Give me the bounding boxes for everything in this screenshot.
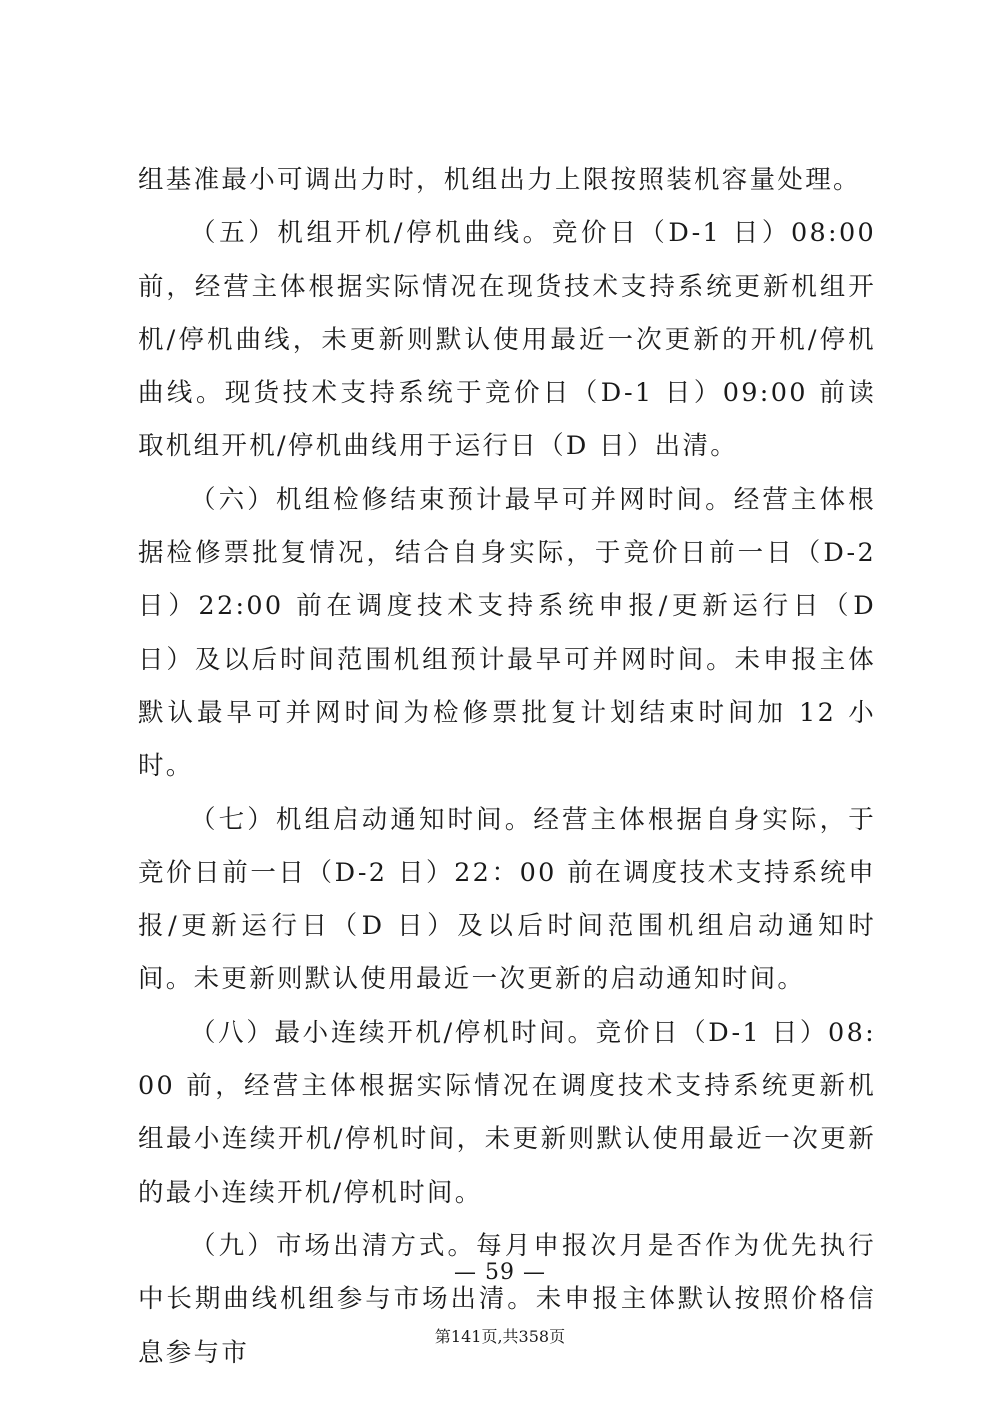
page-counter: 第141页,共358页	[434, 1327, 566, 1346]
paragraph-continued: 组基准最小可调出力时，机组出力上限按照装机容量处理。	[138, 165, 861, 195]
paragraph-item-9: （九）市场出清方式。每月申报次月是否作为优先执行中长期曲线机组参与市场出清。未申报主体默认按照价格信息参与市	[138, 1230, 876, 1368]
paragraph-item-7: （七）机组启动通知时间。经营主体根据自身实际，于竞价日前一日（D-2 日）22：00 前在调度技术支持系统申报/更新运行日（D 日）及以后时间范围机组启动通知时间。未更新则默认使用最近一次更新的启动通知时间。	[138, 804, 876, 995]
paragraph-item-5: （五）机组开机/停机曲线。竞价日（D-1 日）08:00 前，经营主体根据实际情况在现货技术支持系统更新机组开机/停机曲线，未更新则默认使用最近一次更新的开机/停机曲线。现货技术支持系统于竞价日（D-1 日）09:00 前读取机组开机/停机曲线用于运行日（D 日）出清。	[138, 218, 876, 462]
paragraph-item-6: （六）机组检修结束预计最早可并网时间。经营主体根据检修票批复情况，结合自身实际，于竞价日前一日（D-2 日）22:00 前在调度技术支持系统申报/更新运行日（D 日）及以后时间范围机组预计最早可并网时间。未申报主体默认最早可并网时间为检修票批复计划结束时间加 12 小时。	[138, 484, 876, 782]
paragraph-item-8: （八）最小连续开机/停机时间。竞价日（D-1 日）08:00 前，经营主体根据实际情况在调度技术支持系统更新机组最小连续开机/停机时间，未更新则默认使用最近一次更新的最小连续开机/停机时间。	[138, 1017, 876, 1208]
page-number: — 59 —	[454, 1260, 546, 1285]
document-body	[138, 154, 876, 1380]
